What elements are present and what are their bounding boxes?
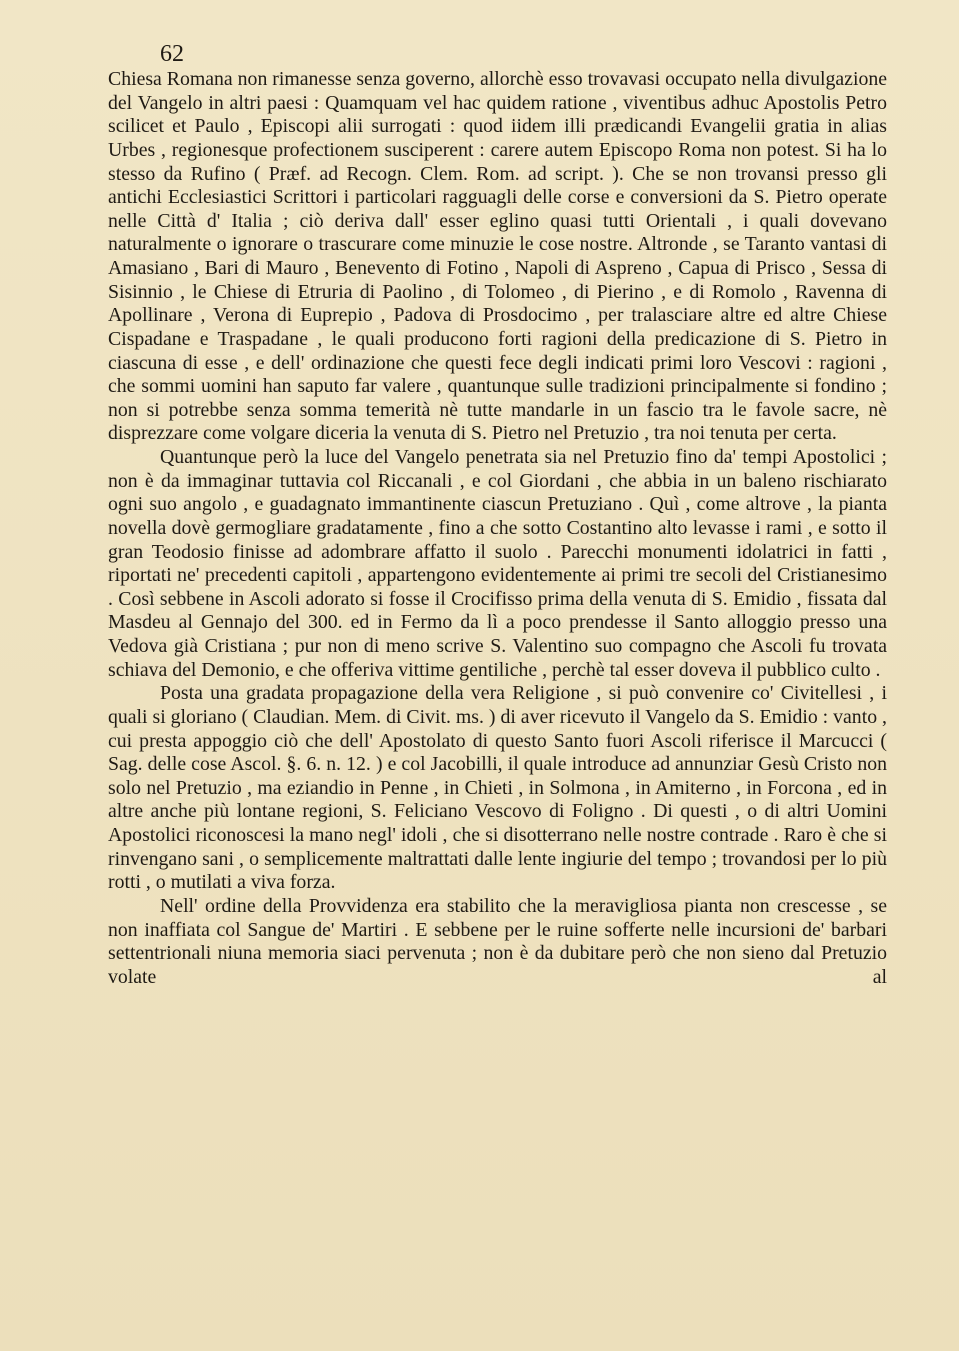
paragraph-3: Posta una gradata propagazione della vera Religione , si può convenire co' Civitellesi , i quali si gloriano ( Claudian. Mem. di Civit. ms. ) di aver ricevuto il Vangelo da S. Emidio : vanto , cui presta appoggio ciò che dell' Apostolato di questo Santo fuori Ascoli riferisce il Marcucci ( Sag. delle cose Ascol. §. 6. n. 12. ) e col Jacobilli, il quale introduce ad annunziar Gesù Cristo non solo nel Pretuzio , ma eziandio in Penne , in Chieti , in Solmona , in Amiterno , in Forcona , ed in altre anche più lontane regioni, S. Feliciano Vescovo di Foligno . Di questi , o di altri Uomini Apostolici riconoscesi la mano negl' idoli , che si disotterrano nelle nostre contrade . Raro è che si rinvengano sani , o semplicemente maltrattati dalle lente ingiurie del tempo ; trovandosi per lo più rotti , o mutilati a viva forza. <box>108 682 887 894</box>
paragraph-2: Quantunque però la luce del Vangelo penetrata sia nel Pretuzio fino da' tempi Apostolici ; non è da immaginar tuttavia col Riccanali , e col Giordani , che abbia in un baleno rischiarato ogni suo angolo , e guadagnato immantinente ciascun Pretuziano . Quì , come altrove , la pianta novella dovè germogliare gradatamente , fino a che sotto Costantino alto levasse i rami , e sotto il gran Teodosio finisse ad adombrare affatto il suolo . Parecchi monumenti idolatrici in fatti , riportati ne' precedenti capitoli , appartengono evidentemente ai primi tre secoli del Cristianesimo . Così sebbene in Ascoli adorato si fosse il Crocifisso prima della venuta di S. Emidio , fissata dal Masdeu al Gennajo del 300. ed in Fermo da lì a poco prendesse il Santo alloggio presso una Vedova già Cristiana ; pur non di meno scrive S. Valentino suo compagno che Ascoli fu trovata schiava del Demonio, e che offeriva vittime gentiliche , perchè tal esser doveva il pubblico culto . <box>108 446 887 681</box>
page-body <box>108 68 887 989</box>
paragraph-4: Nell' ordine della Provvidenza era stabilito che la meravigliosa pianta non crescesse , se non inaffiata col Sangue de' Martiri . E sebbene per le ruine sofferte nelle incursioni de' barbari settentrionali niuna memoria siaci pervenuta ; non è da dubitare però che non sieno dal Pretuzio volate al <box>108 894 887 988</box>
paragraph-1: Chiesa Romana non rimanesse senza governo, allorchè esso trovavasi occupato nella divulgazione del Vangelo in altri paesi : Quamquam vel hac quidem ratione , viventibus adhuc Apostolis Petro scilicet et Paulo , Episcopi alii surrogati : quod iidem illi prædicandi Evangelii gratia in alias Urbes , regionesque profectionem susciperent : carere autem Episcopo Roma non potest. Si ha lo stesso da Rufino ( Præf. ad Recogn. Clem. Rom. ad script. ). Che se non trovansi presso gli antichi Ecclesiastici Scrittori i particolari ragguagli delle corse e conversioni da S. Pietro operate nelle Città d' Italia ; ciò deriva dall' esser eglino quasi tutti Orientali , i quali dovevano naturalmente o ignorare o trascurare come minuzie le cose nostre. Altronde , se Taranto vantasi di Amasiano , Bari di Mauro , Benevento di Fotino , Napoli di Aspreno , Capua di Prisco , Sessa di Sisinnio , le Chiese di Etruria di Paolino , di Tolomeo , di Pierino , e di Romolo , Ravenna di Apollinare , Verona di Euprepio , Padova di Prosdocimo , per tralasciare altre ed altre Chiese Cispadane e Traspadane , le quali producono forti ragioni della predicazione di S. Pietro in ciascuna di esse , e dell' ordinazione che questi fece degli indicati primi loro Vescovi : ragioni , che sommi uomini han saputo far valere , quantunque sulle tradizioni principalmente si fondino ; non si potrebbe senza somma temerità nè tutte mandarle in un fascio tra le favole sacre, nè disprezzare come volgare diceria la venuta di S. Pietro nel Pretuzio , tra noi tenuta per certa. <box>108 68 887 445</box>
page-number: 62 <box>160 41 184 67</box>
